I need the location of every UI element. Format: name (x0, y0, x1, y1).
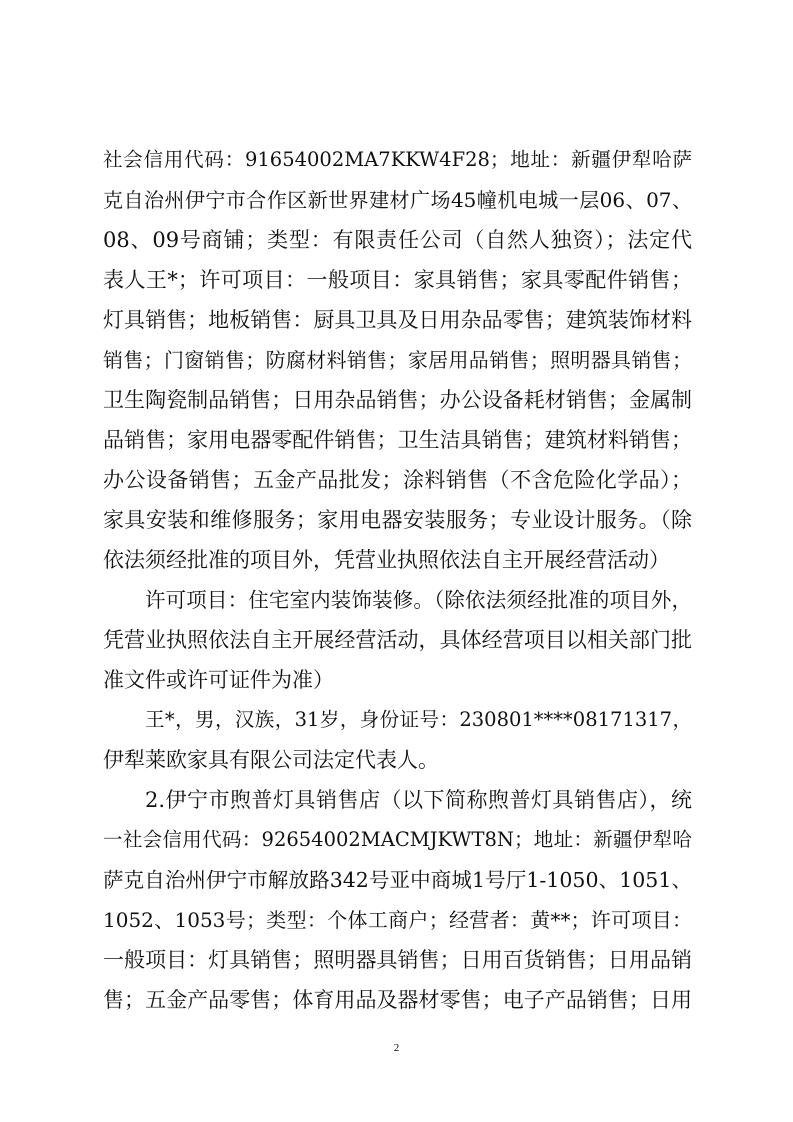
text-line: 王*，男，汉族，31岁，身份证号：230801****08171317， (145, 708, 692, 731)
text-line: 品销售；家用电器零配件销售；卫生洁具销售；建筑材料销售； (103, 428, 692, 452)
text-line: 一社会信用代码：92654002MACMJKWT8N；地址：新疆伊犁哈 (103, 828, 692, 851)
text-line: 卫生陶瓷制品销售；日用杂品销售；办公设备耗材销售；金属制 (103, 388, 692, 412)
text-line: 社会信用代码：91654002MA7KKW4F28；地址：新疆伊犁哈萨 (103, 148, 692, 171)
text-line: 准文件或许可证件为准） (103, 668, 334, 692)
text-line: 家具安装和维修服务；家用电器安装服务；专业设计服务。（除 (103, 508, 692, 532)
text-line: 1052、1053号；类型：个体工商户；经营者：黄**；许可项目： (103, 908, 692, 932)
text-line: 灯具销售；地板销售：厨具卫具及日用杂品零售；建筑装饰材料 (103, 308, 692, 332)
page-number: 2 (393, 1042, 400, 1054)
text-line: 08、09号商铺；类型：有限责任公司（自然人独资）；法定代 (103, 228, 692, 252)
text-line: 一般项目：灯具销售；照明器具销售；日用百货销售；日用品销 (103, 948, 692, 972)
text-line: 办公设备销售；五金产品批发；涂料销售（不含危险化学品）； (103, 468, 692, 492)
text-line: 伊犁莱欧家具有限公司法定代表人。 (103, 748, 439, 772)
text-line: 销售；门窗销售；防腐材料销售；家居用品销售；照明器具销售； (103, 348, 692, 372)
text-line: 2.伊宁市煦普灯具销售店（以下简称煦普灯具销售店），统 (145, 788, 692, 812)
text-line: 凭营业执照依法自主开展经营活动，具体经营项目以相关部门批 (103, 628, 692, 652)
text-line: 克自治州伊宁市合作区新世界建材广场45幢机电城一层06、07、 (103, 188, 692, 212)
text-line: 许可项目：住宅室内装饰装修。（除依法须经批准的项目外， (145, 588, 692, 612)
text-line: 萨克自治州伊宁市解放路342号亚中商城1号厅1-1050、1051、 (103, 868, 692, 892)
text-line: 售；五金产品零售；体育用品及器材零售；电子产品销售；日用 (103, 988, 692, 1012)
text-line: 表人王*；许可项目：一般项目：家具销售；家具零配件销售； (103, 268, 692, 292)
text-line: 依法须经批准的项目外，凭营业执照依法自主开展经营活动） (103, 548, 670, 572)
